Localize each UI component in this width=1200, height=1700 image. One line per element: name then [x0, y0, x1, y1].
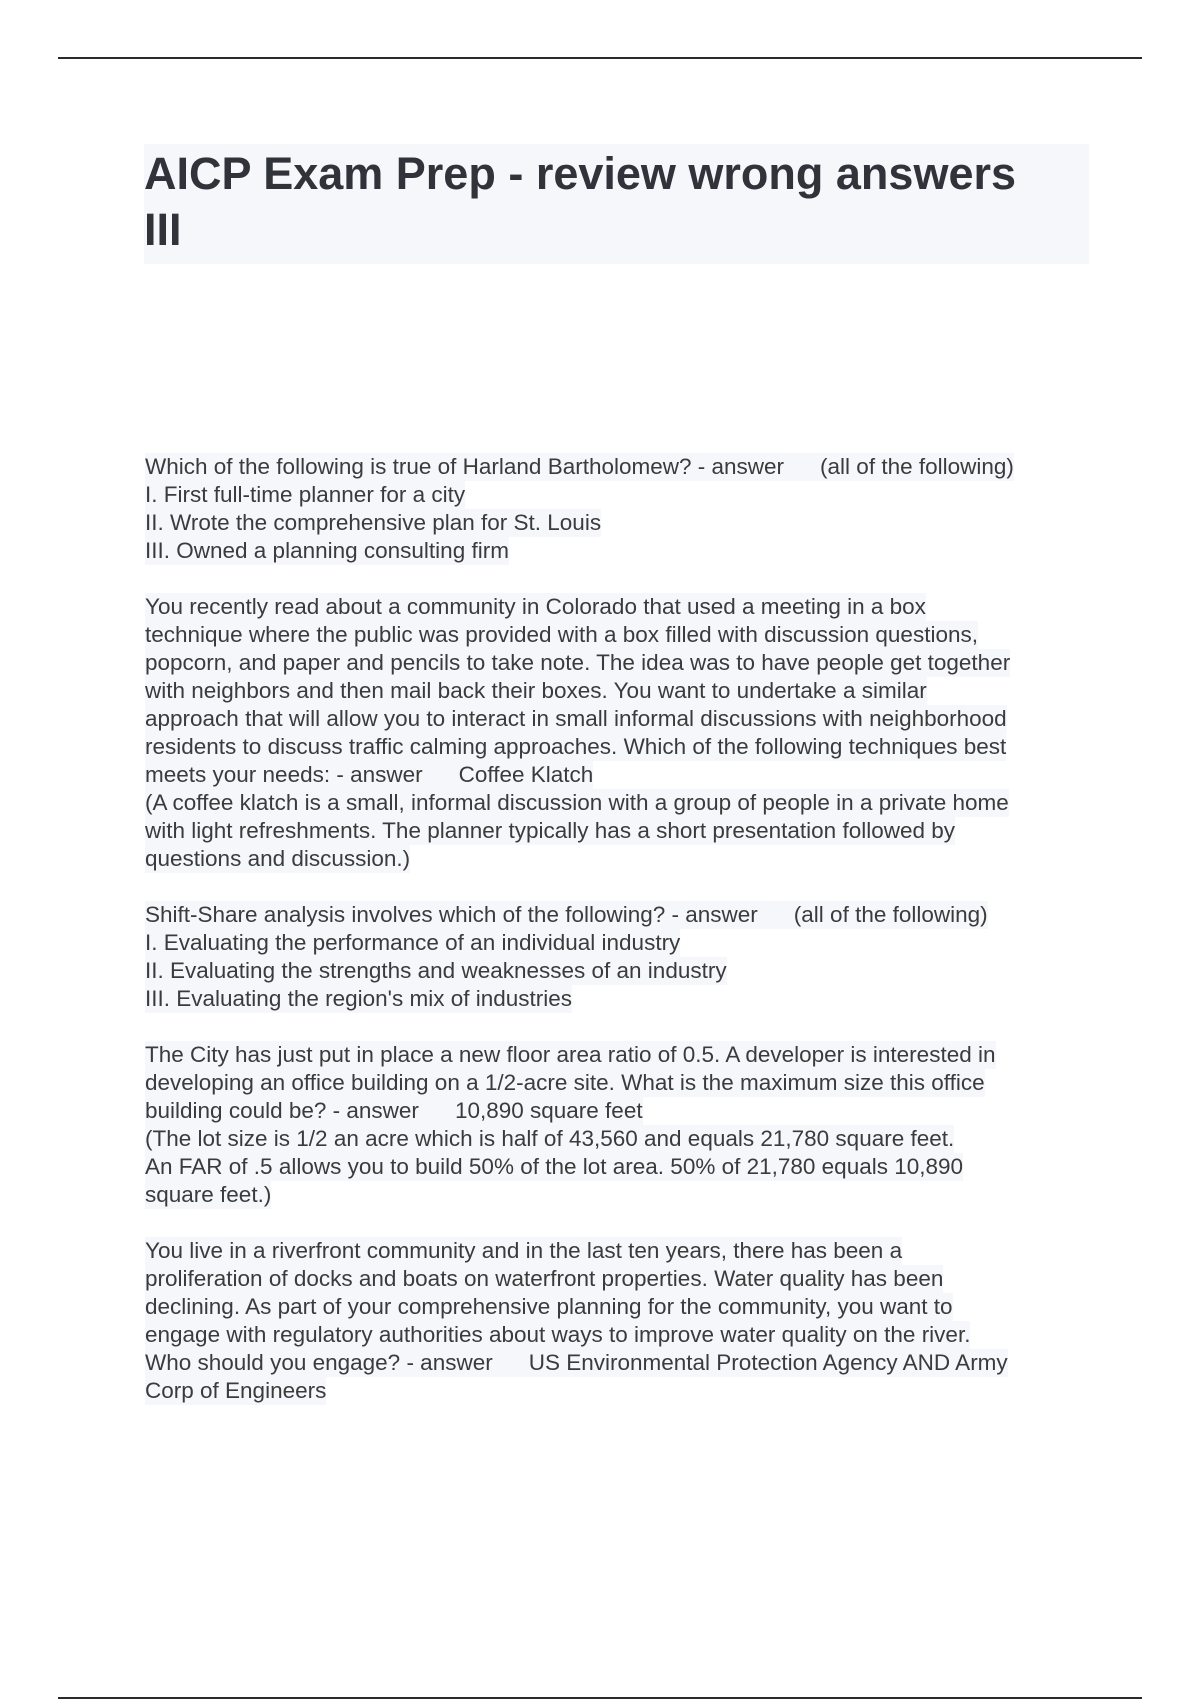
qa-line: [145, 705, 1007, 733]
qa-text: II. Wrote the comprehensive plan for St. Louis: [145, 510, 602, 535]
title-line-2: III: [144, 204, 182, 255]
qa-item: [145, 1237, 1090, 1405]
qa-line: [145, 1125, 954, 1153]
qa-line: [145, 1321, 970, 1349]
qa-line: [145, 985, 572, 1013]
qa-text: technique where the public was provided with a box filled with discussion questions,: [145, 622, 978, 647]
qa-line: [145, 1377, 326, 1405]
qa-text: Who should you engage? - answer: [145, 1350, 493, 1375]
qa-line: [145, 621, 978, 649]
qa-line: [145, 1181, 271, 1209]
qa-text: III. Owned a planning consulting firm: [145, 538, 509, 563]
qa-text: declining. As part of your comprehensive planning for the community, you want to: [145, 1294, 953, 1319]
qa-text: You live in a riverfront community and in the last ten years, there has been a: [145, 1238, 903, 1263]
qa-text: approach that will allow you to interact in small informal discussions with neighborhood: [145, 706, 1007, 731]
title-line-1: AICP Exam Prep - review wrong answers: [144, 148, 1017, 199]
qa-text: The City has just put in place a new floor area ratio of 0.5. A developer is interested in: [145, 1042, 996, 1067]
answer-text: US Environmental Protection Agency AND Army: [528, 1350, 1008, 1375]
answer-text: (all of the following): [820, 454, 1014, 479]
qa-list: [145, 453, 1090, 1433]
qa-line: [145, 957, 727, 985]
qa-text: Which of the following is true of Harland Bartholomew? - answer: [145, 454, 785, 479]
qa-line: [145, 929, 680, 957]
qa-line: [145, 677, 927, 705]
qa-line: [145, 817, 955, 845]
qa-text: meets your needs: - answer: [145, 762, 423, 787]
top-rule: [58, 57, 1142, 59]
qa-text: (A coffee klatch is a small, informal discussion with a group of people in a private home: [145, 790, 1009, 815]
qa-text: (The lot size is 1/2 an acre which is half of 43,560 and equals 21,780 square feet.: [145, 1126, 955, 1151]
qa-line: [145, 1097, 643, 1125]
qa-text: I. First full-time planner for a city: [145, 482, 466, 507]
qa-item: [145, 1041, 1090, 1209]
qa-text: I. Evaluating the performance of an individual industry: [145, 930, 681, 955]
qa-item: [145, 901, 1090, 1013]
qa-text: An FAR of .5 allows you to build 50% of the lot area. 50% of 21,780 equals 10,890: [145, 1154, 964, 1179]
qa-line: [145, 789, 1009, 817]
qa-line: [145, 537, 509, 565]
qa-text: You recently read about a community in Colorado that used a meeting in a box: [145, 594, 926, 619]
qa-line: [145, 845, 410, 873]
qa-line: [145, 1153, 963, 1181]
qa-line: [145, 481, 465, 509]
qa-line: [145, 1041, 996, 1069]
qa-text: with neighbors and then mail back their boxes. You want to undertake a similar: [145, 678, 927, 703]
answer-text: 10,890 square feet: [454, 1098, 643, 1123]
qa-line: [145, 509, 601, 537]
page-title: [144, 144, 1089, 264]
qa-line: [145, 453, 1014, 481]
qa-text: square feet.): [145, 1182, 272, 1207]
qa-line: [145, 901, 988, 929]
qa-text: III. Evaluating the region's mix of industries: [145, 986, 573, 1011]
qa-line: [145, 1069, 985, 1097]
qa-text: with light refreshments. The planner typically has a short presentation followed by: [145, 818, 956, 843]
qa-text: questions and discussion.): [145, 846, 411, 871]
qa-text: engage with regulatory authorities about ways to improve water quality on the river.: [145, 1322, 971, 1347]
qa-item: [145, 453, 1090, 565]
qa-line: [145, 649, 1010, 677]
qa-text: II. Evaluating the strengths and weaknesses of an industry: [145, 958, 727, 983]
bottom-rule: [58, 1697, 1142, 1699]
qa-line: [145, 593, 926, 621]
qa-line: [145, 761, 593, 789]
qa-text: developing an office building on a 1/2-acre site. What is the maximum size this office: [145, 1070, 985, 1095]
qa-line: [145, 733, 1006, 761]
qa-text: residents to discuss traffic calming approaches. Which of the following techniques best: [145, 734, 1007, 759]
qa-item: [145, 593, 1090, 873]
qa-line: [145, 1265, 943, 1293]
qa-line: [145, 1237, 902, 1265]
qa-text: popcorn, and paper and pencils to take note. The idea was to have people get together: [145, 650, 1011, 675]
qa-text: building could be? - answer: [145, 1098, 419, 1123]
qa-line: [145, 1293, 953, 1321]
answer-text: Coffee Klatch: [458, 762, 594, 787]
qa-text: Corp of Engineers: [145, 1378, 327, 1403]
qa-text: Shift-Share analysis involves which of the following? - answer: [145, 902, 758, 927]
qa-text: proliferation of docks and boats on waterfront properties. Water quality has been: [145, 1266, 944, 1291]
qa-line: [145, 1349, 1008, 1377]
answer-text: (all of the following): [793, 902, 988, 927]
